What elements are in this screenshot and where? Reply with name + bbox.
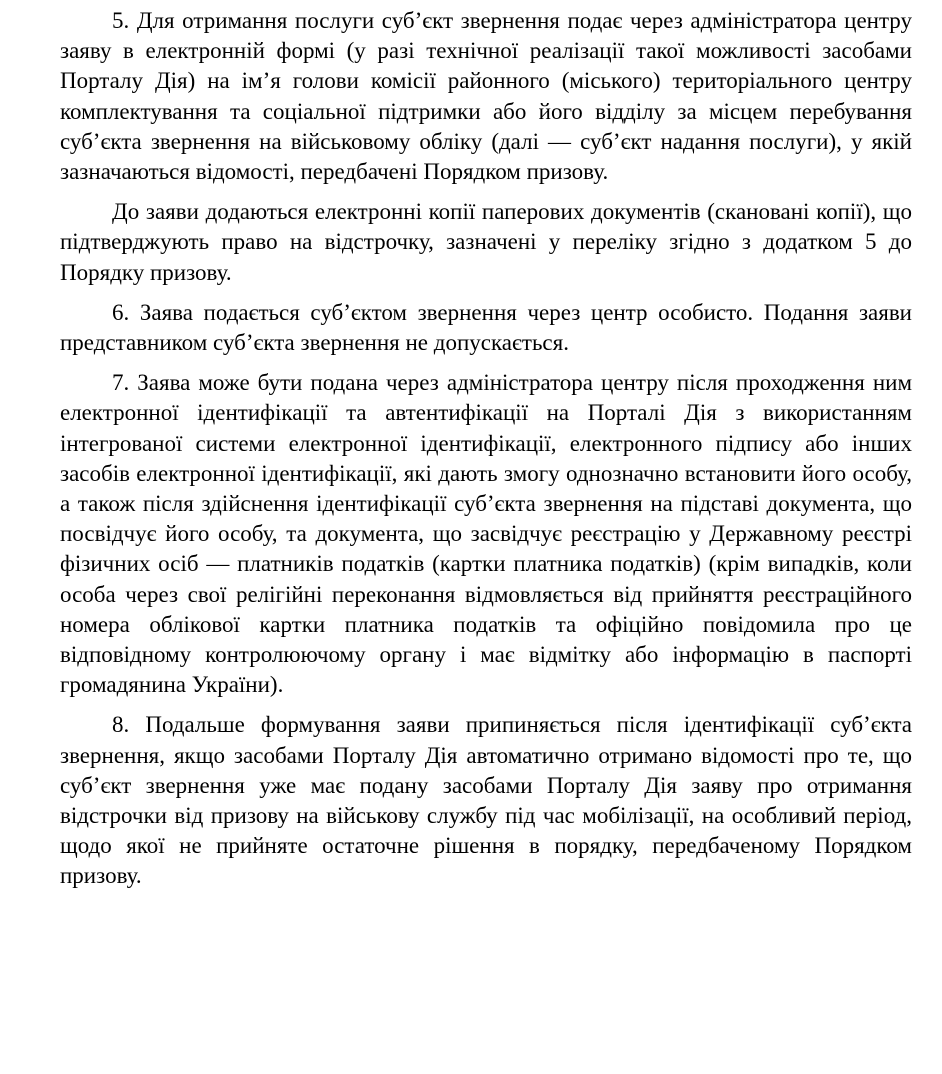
paragraph-5: 5. Для отримання послуги суб’єкт звернення подає через адміністратора центру заяву в електронній формі (у разі технічної реалізації такої можливості засобами Порталу Дія) на ім’я голови комісії районного (міського) територіального центру комплектування та соціальної підтримки або його відділу за місцем перебування суб’єкта звернення на військовому обліку (далі — суб’єкт надання послуги), у якій зазначаються відомості, передбачені Порядком призову. bbox=[60, 8, 912, 185]
paragraph-attachments: До заяви додаються електронні копії паперових документів (скановані копії), що підтверджують право на відстрочку, зазначені у переліку згідно з додатком 5 до Порядку призову. bbox=[60, 199, 912, 285]
document-page bbox=[60, 6, 912, 902]
paragraph-6: 6. Заява подається суб’єктом звернення через центр особисто. Подання заяви представником суб’єкта звернення не допускається. bbox=[60, 299, 912, 356]
paragraph-7: 7. Заява може бути подана через адміністратора центру після проходження ним електронної ідентифікації та автентифікації на Порталі Дія з використанням інтегрованої системи електронної ідентифікації, електронного підпису або інших засобів електронної ідентифікації, які дають змогу однозначно встановити його особу, а також після здійснення ідентифікації суб’єкта звернення на підставі документа, що посвідчує його особу, та документа, що засвідчує реєстрацію у Державному реєстрі фізичних осіб — платників податків (картки платника податків) (крім випадків, коли особа через свої релігійні переконання відмовляється від прийняття реєстраційного номера облікової картки платника податків та офіційно повідомила про це відповідному контролюючому органу і має відмітку або інформацію в паспорті громадянина України). bbox=[60, 370, 912, 698]
paragraph-8: 8. Подальше формування заяви припиняється після ідентифікації суб’єкта звернення, якщо засобами Порталу Дія автоматично отримано відомості про те, що суб’єкт звернення уже має подану засобами Порталу Дія заяву про отримання відстрочки від призову на військову службу під час мобілізації, на особливий період, щодо якої не прийняте остаточне рішення в порядку, передбаченому Порядком призову. bbox=[60, 712, 912, 889]
